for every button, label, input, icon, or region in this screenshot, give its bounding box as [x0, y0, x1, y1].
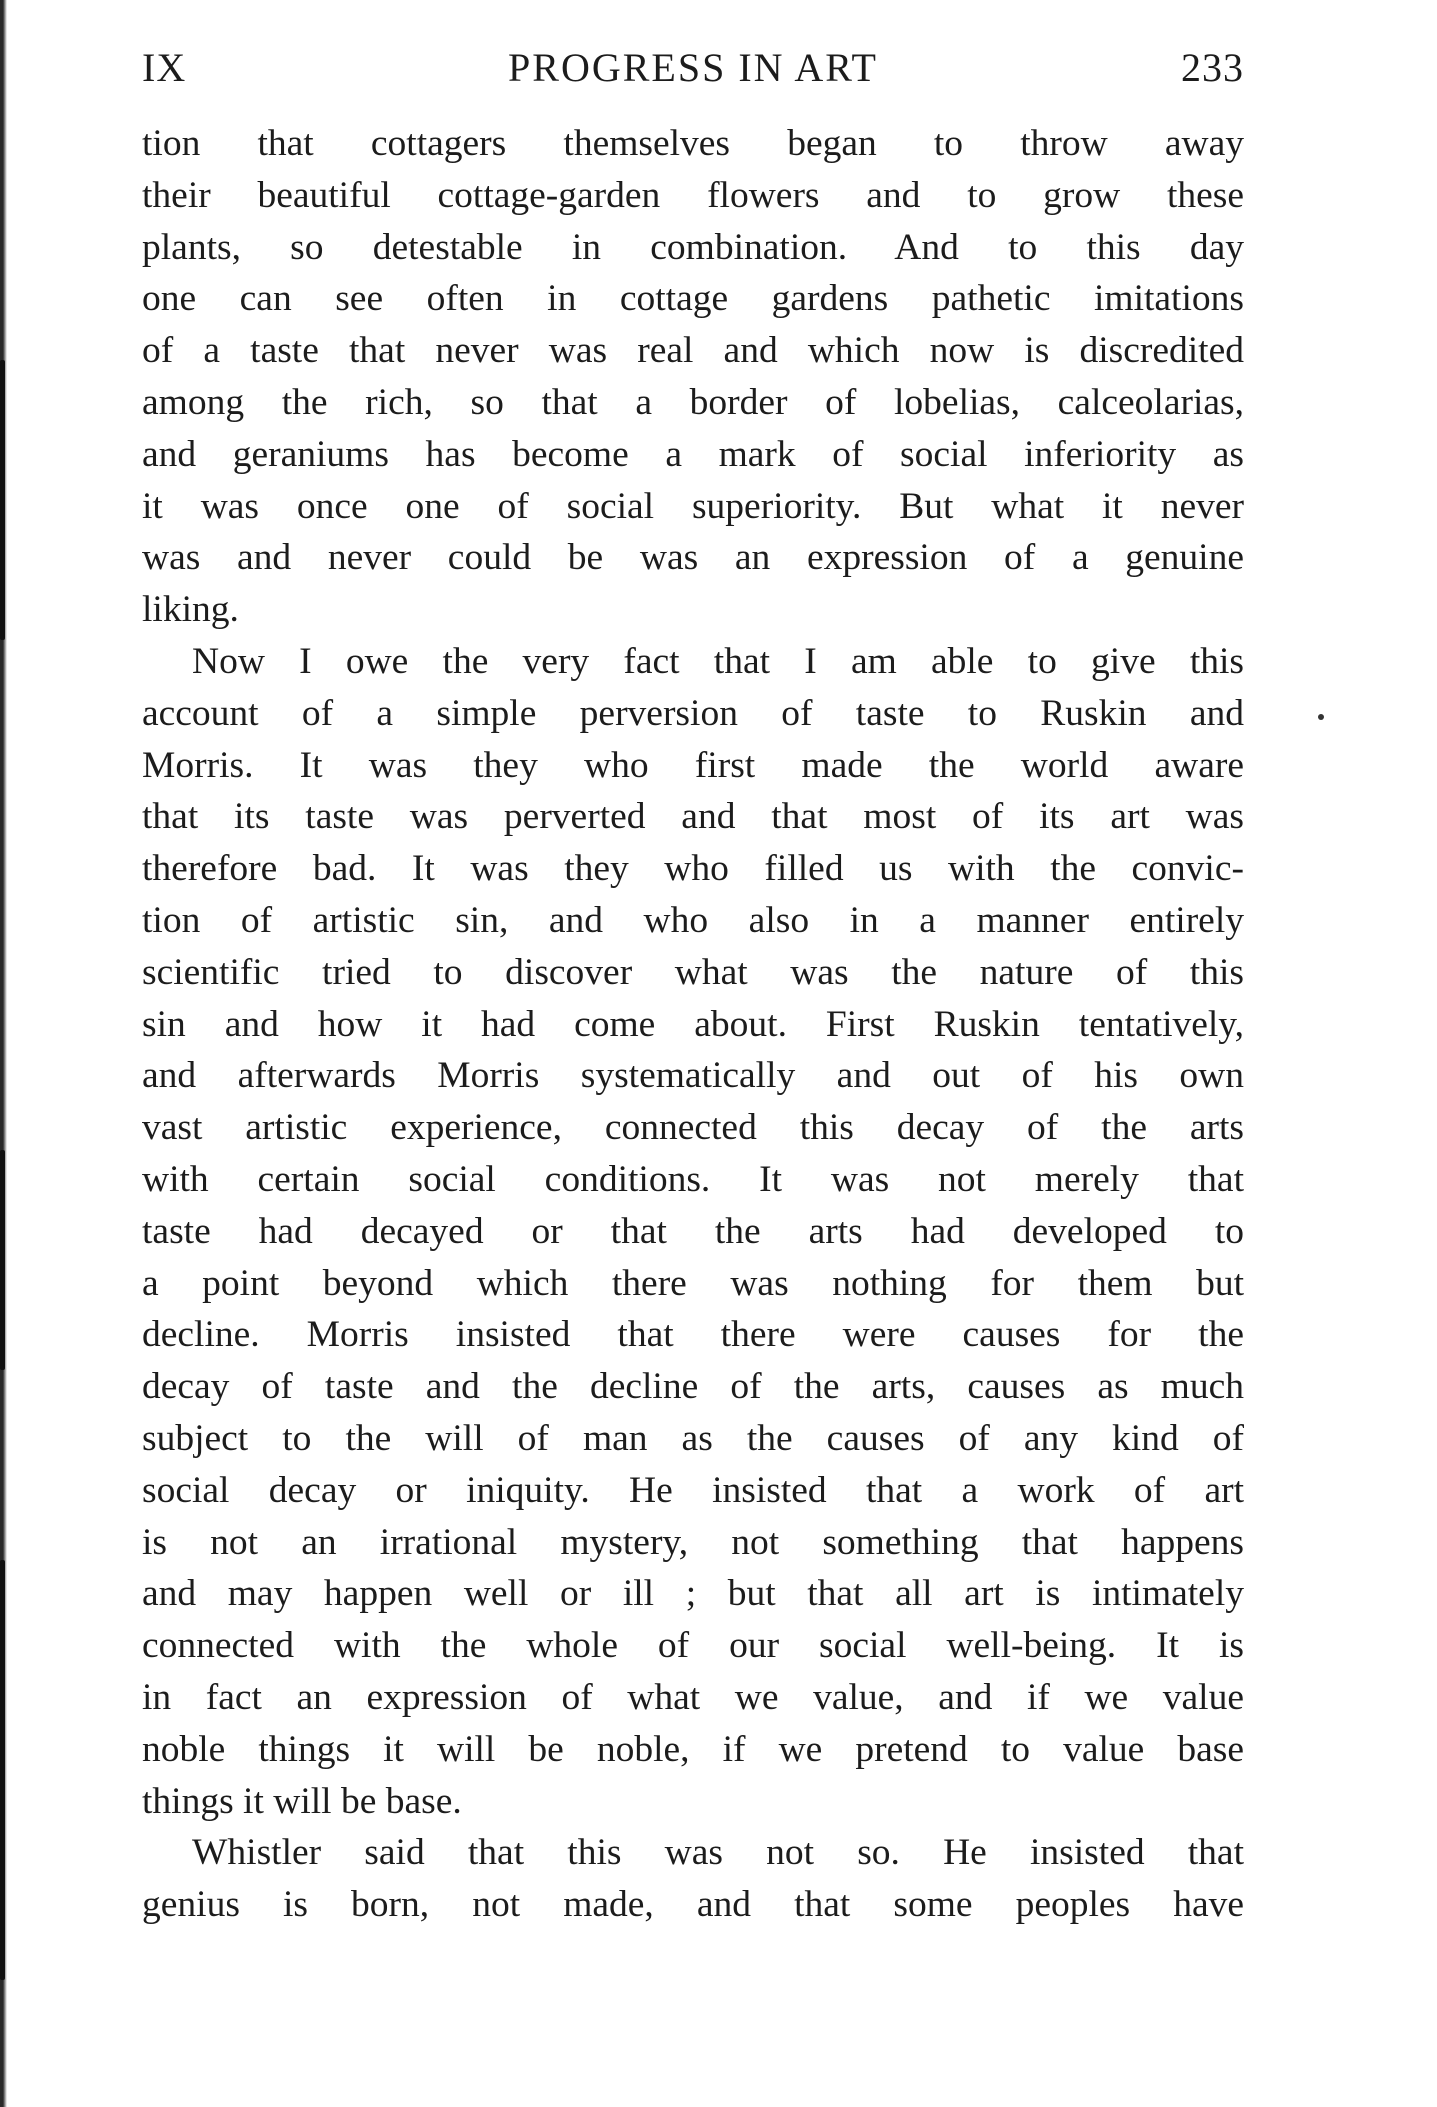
text-line: that its taste was perverted and that most of its art was	[142, 796, 1244, 838]
paragraph	[142, 118, 1244, 636]
text-line: Whistler said that this was not so. He insisted that	[192, 1832, 1244, 1874]
text-line: with certain social conditions. It was not merely that	[142, 1158, 1244, 1200]
text-line: in fact an expression of what we value, and if we value	[142, 1676, 1244, 1718]
text-line: noble things it will be noble, if we pretend to value base	[142, 1728, 1244, 1770]
text-line: tion of artistic sin, and who also in a manner entirely	[142, 899, 1244, 941]
text-line: therefore bad. It was they who filled us with the convic-	[142, 848, 1244, 890]
text-line: genius is born, not made, and that some peoples have	[142, 1884, 1244, 1926]
body-text	[142, 118, 1244, 1931]
text-line: scientific tried to discover what was the nature of this	[142, 951, 1244, 993]
text-line: one can see often in cottage gardens pathetic imitations	[142, 278, 1244, 320]
text-line: was and never could be was an expression of a genuine	[142, 537, 1244, 579]
text-line: and geraniums has become a mark of social inferiority as	[142, 433, 1244, 475]
binding-mark	[0, 1560, 5, 1980]
text-line: sin and how it had come about. First Ruskin tentatively,	[142, 1003, 1244, 1045]
text-line: and afterwards Morris systematically and out of his own	[142, 1055, 1244, 1097]
running-head	[142, 44, 1244, 100]
text-line: it was once one of social superiority. But what it never	[142, 485, 1244, 527]
text-line: a point beyond which there was nothing for them but	[142, 1262, 1244, 1304]
binding-mark	[0, 1150, 5, 1370]
text-line: is not an irrational mystery, not something that happens	[142, 1521, 1244, 1563]
chapter-number: IX	[142, 45, 187, 90]
text-line: connected with the whole of our social well-being. It is	[142, 1625, 1244, 1667]
scan-speck	[1318, 714, 1324, 720]
text-line: taste had decayed or that the arts had developed to	[142, 1210, 1244, 1252]
page-number: 233	[1181, 45, 1244, 90]
text-line: decay of taste and the decline of the arts, causes as much	[142, 1366, 1244, 1408]
text-line: among the rich, so that a border of lobelias, calceolarias,	[142, 381, 1244, 423]
text-line: Now I owe the very fact that I am able to give this	[192, 640, 1244, 682]
text-line: liking.	[142, 589, 239, 631]
text-line: tion that cottagers themselves began to throw away	[142, 123, 1244, 164]
text-line: things it will be base.	[142, 1780, 462, 1822]
paragraph	[142, 636, 1244, 1827]
text-line: plants, so detestable in combination. And to this day	[142, 226, 1244, 268]
binding-mark	[0, 360, 5, 640]
text-line: of a taste that never was real and which now is discredited	[142, 330, 1244, 372]
text-line: decline. Morris insisted that there were causes for the	[142, 1314, 1244, 1356]
text-line: vast artistic experience, connected this decay of the arts	[142, 1107, 1244, 1149]
text-line: subject to the will of man as the causes of any kind of	[142, 1417, 1244, 1459]
running-title: PROGRESS IN ART	[508, 45, 878, 90]
text-line: Morris. It was they who first made the world aware	[142, 744, 1244, 786]
text-line: their beautiful cottage-garden flowers and to grow these	[142, 174, 1244, 216]
text-line: account of a simple perversion of taste to Ruskin and	[142, 692, 1244, 734]
paragraph	[142, 1827, 1244, 1931]
text-line: social decay or iniquity. He insisted that a work of art	[142, 1469, 1244, 1511]
text-line: and may happen well or ill ; but that all art is intimately	[142, 1573, 1244, 1615]
